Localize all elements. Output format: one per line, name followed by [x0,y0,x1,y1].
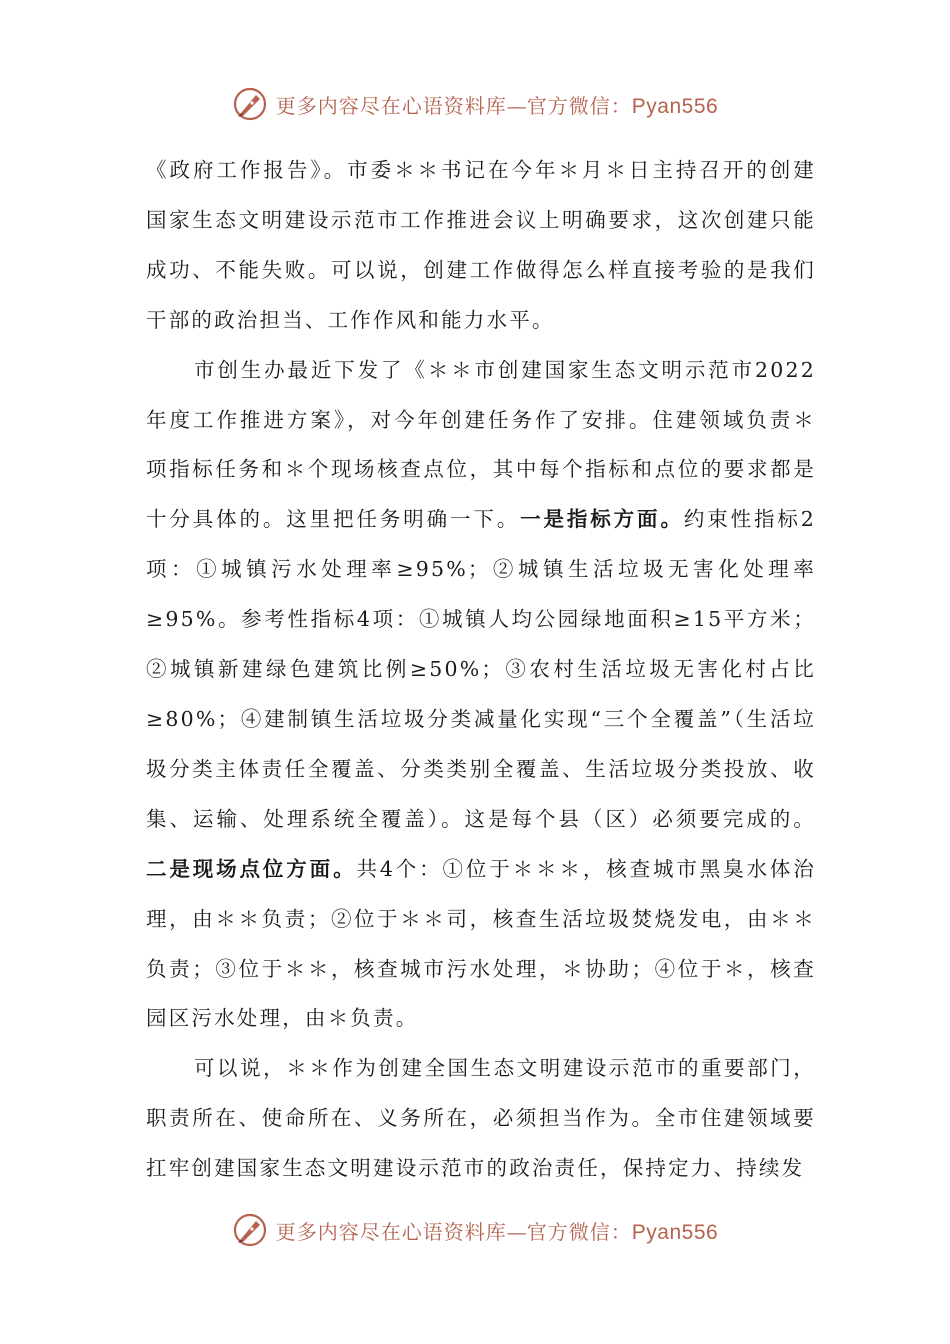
body-text [146,146,816,1194]
paragraph-2: 市创生办最近下发了《＊＊市创建国家生态文明示范市2022年度工作推进方案》，对今年创建任务作了安排。住建领域负责＊项指标任务和＊个现场核查点位，其中每个指标和点位的要求都是十分具体的。这里把任务明确一下。一是指标方面。约束性指标2项：①城镇污水处理率≥95%；②城镇生活垃圾无害化处理率≥95%。参考性指标4项：①城镇人均公园绿地面积≥15平方米；②城镇新建绿色建筑比例≥50%；③农村生活垃圾无害化村占比≥80%；④建制镇生活垃圾分类减量化实现“三个全覆盖”（生活垃圾分类主体责任全覆盖、分类类别全覆盖、生活垃圾分类投放、收集、运输、处理系统全覆盖）。这是每个县（区）必须要完成的。二是现场点位方面。共4个：①位于＊＊＊，核查城市黑臭水体治理，由＊＊负责；②位于＊＊司，核查生活垃圾焚烧发电，由＊＊负责；③位于＊＊，核查城市污水处理，＊协助；④位于＊，核查园区污水处理，由＊负责。 [146,357,816,1031]
pen-nib-icon [232,86,268,122]
footer-banner [0,1210,950,1250]
paragraph-1: 《政府工作报告》。市委＊＊书记在今年＊月＊日主持召开的创建国家生态文明建设示范市工作推进会议上明确要求，这次创建只能成功、不能失败。可以说，创建工作做得怎么样直接考验的是我们干部的政治担当、工作作风和能力水平。 [146,158,816,332]
pen-nib-icon [232,1212,268,1248]
bold-heading-sites: 二是现场点位方面。 [146,856,357,881]
bold-heading-indicators: 一是指标方面。 [520,507,684,532]
footer-banner-text: 更多内容尽在心语资料库—官方微信：Pyan556 [275,1219,719,1244]
header-banner [0,84,950,124]
paragraph-3: 可以说，＊＊作为创建全国生态文明建设示范市的重要部门，职责所在、使命所在、义务所在，必须担当作为。全市住建领域要扛牢创建国家生态文明建设示范市的政治责任，保持定力、持续发 [146,1056,816,1181]
header-banner-text: 更多内容尽在心语资料库—官方微信：Pyan556 [275,93,719,118]
